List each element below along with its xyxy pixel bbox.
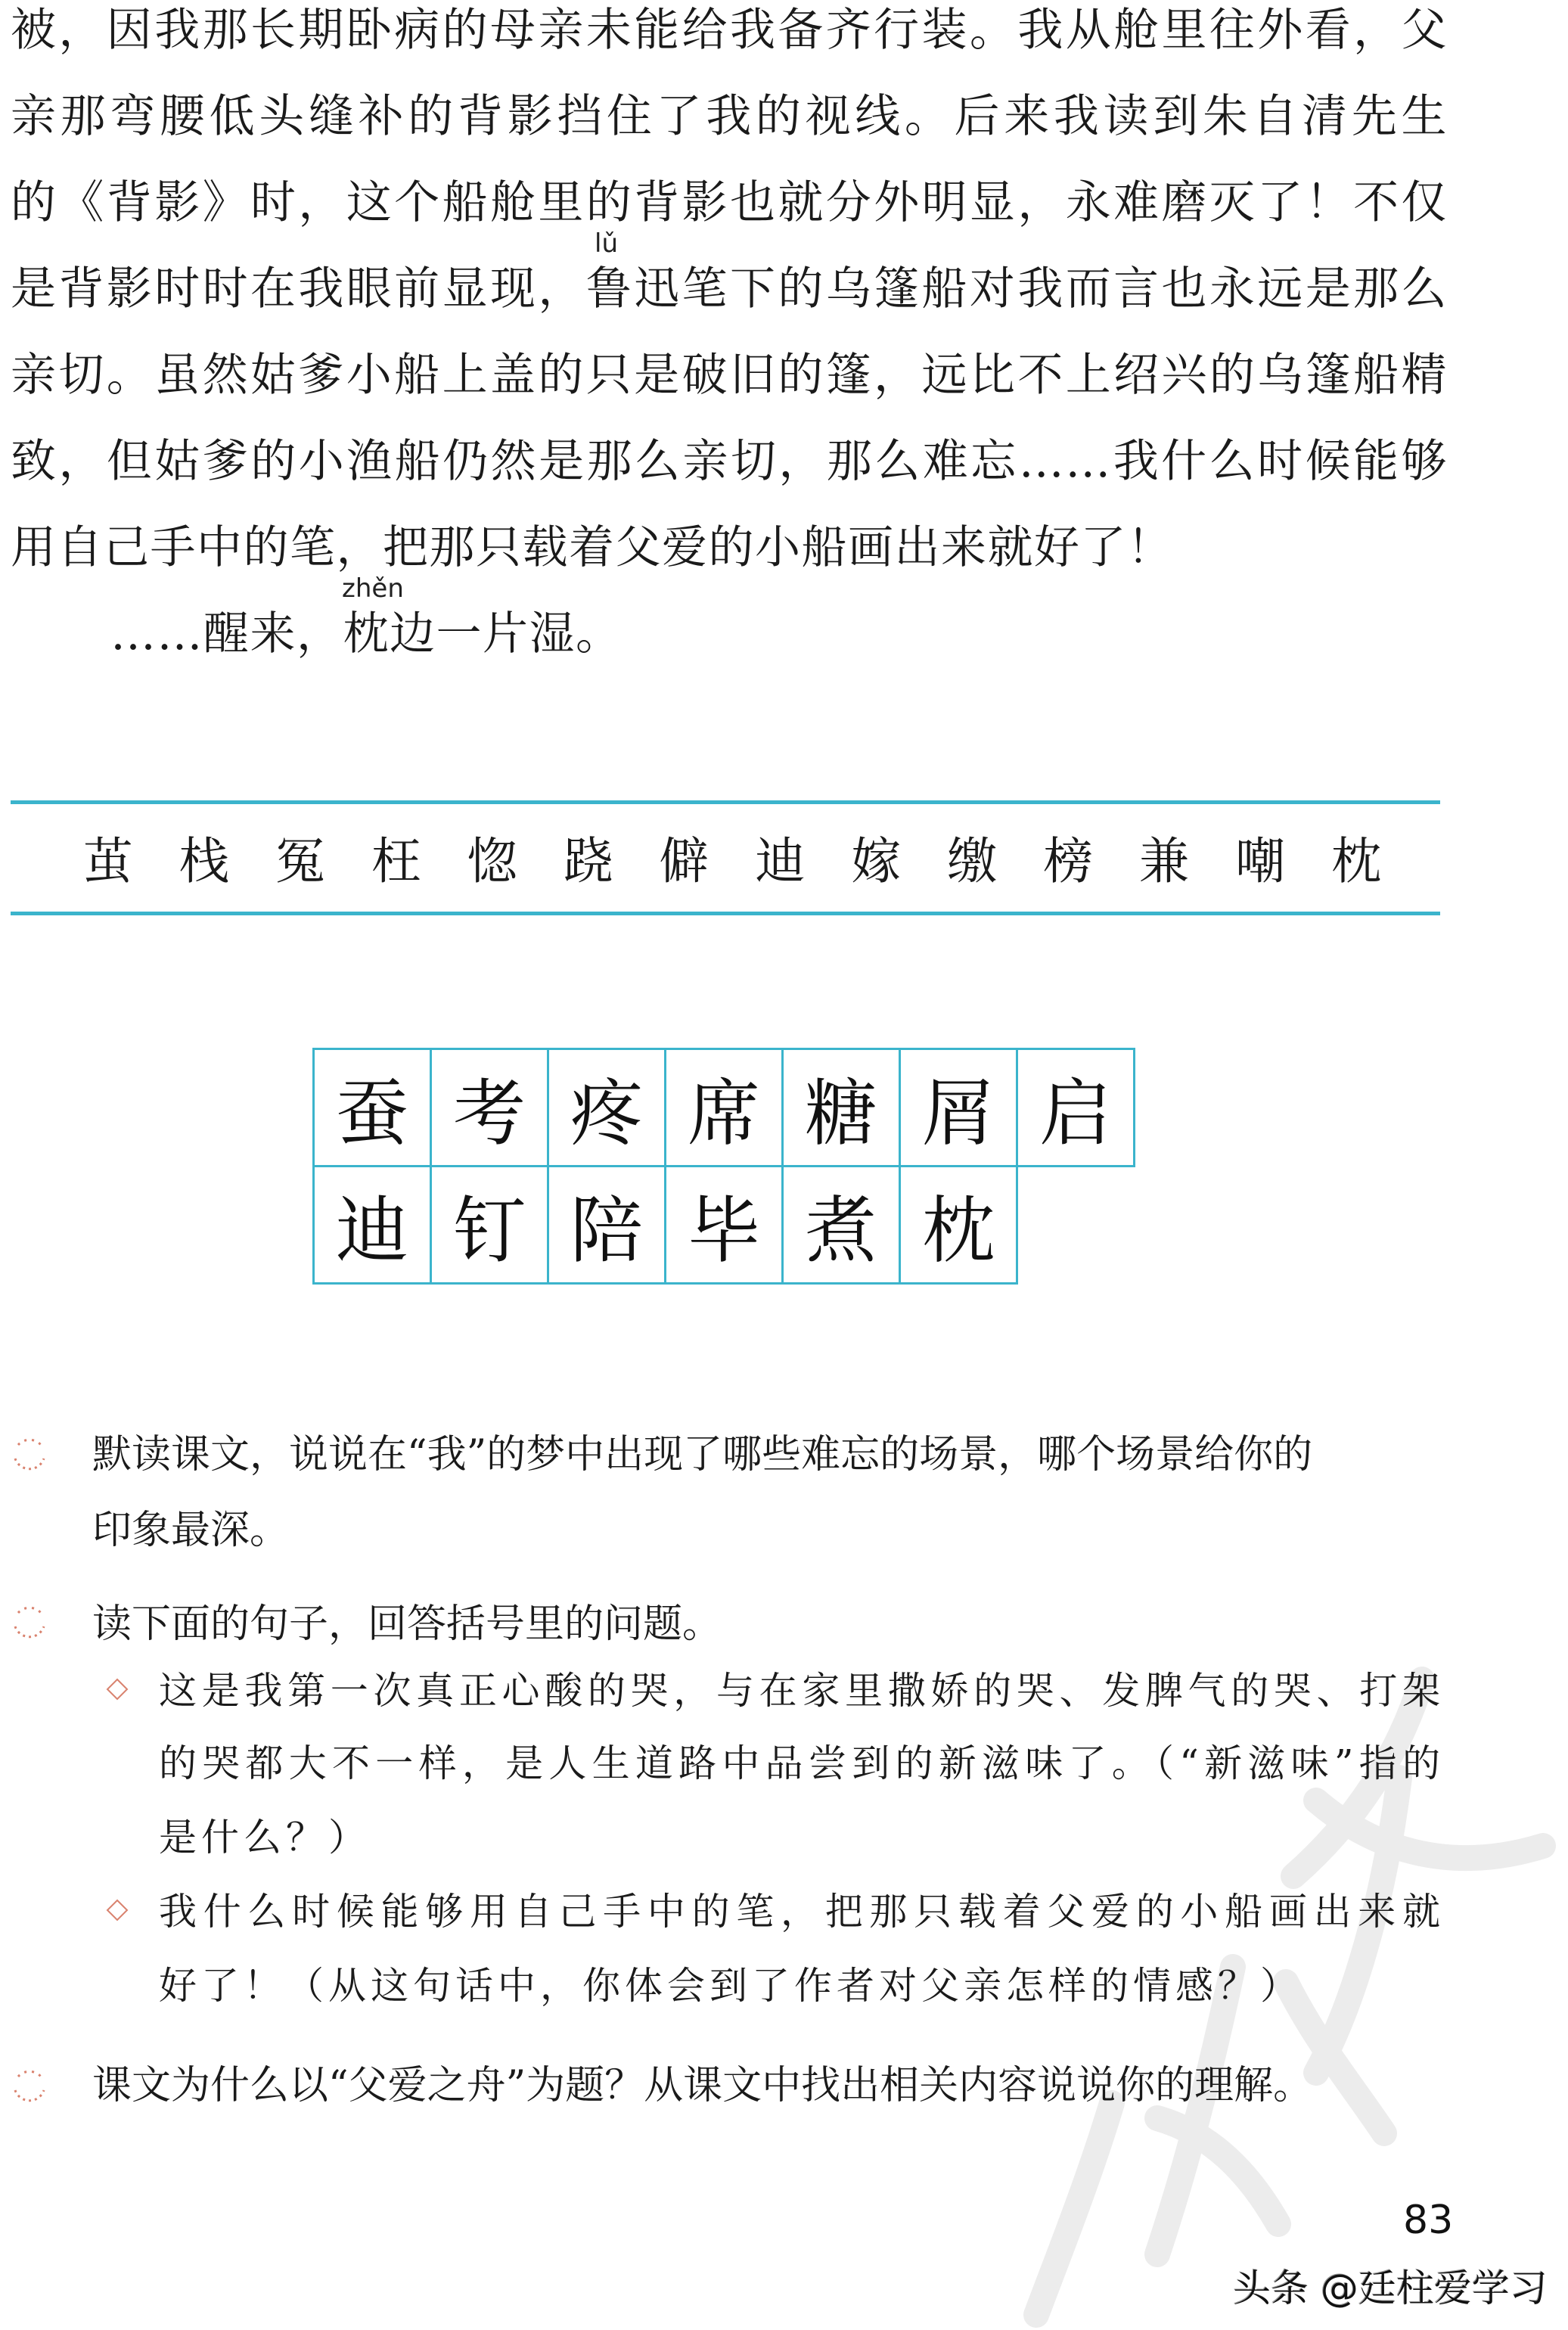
question-1-line: 印象最深。 [92,1508,290,1553]
strip-bottom-rule [11,912,1440,915]
passage-line: 亲那弯腰低头缝补的背影挡住了我的视线。后来我读到朱自清先生 [11,90,1448,143]
page-number: 83 [1403,2198,1454,2243]
pinyin-annotation: zhěn [342,573,404,604]
grid-cell: 糖 [781,1048,901,1167]
strip-top-rule [11,800,1440,804]
question-2-line: 读下面的句子，回答括号里的问题。 [92,1601,722,1647]
sub-question-line: 这是我第一次真正心酸的哭，与在家里撒娇的哭、发脾气的哭、打架 [159,1669,1445,1713]
passage-line: ……醒来，枕边一片湿。 [110,607,623,660]
grid-cell: 席 [664,1048,784,1167]
sub-question-line: 我什么时候能够用自己手中的笔，把那只载着父爱的小船画出来就 [159,1890,1445,1934]
dashed-circle-icon [11,2069,48,2107]
recognize-char: 跷 [563,832,613,890]
sub-question-line: 好了！（从这句话中，你体会到了作者对父亲怎样的情感？） [159,1964,1303,2008]
grid-cell: 启 [1016,1048,1135,1167]
grid-row-1 [315,1050,1135,1167]
grid-cell: 疼 [547,1048,666,1167]
recognize-char: 栈 [179,832,229,890]
grid-cell: 蚕 [312,1048,432,1167]
source-credit: 头条 @廷柱爱学习 [1233,2266,1548,2310]
grid-cell: 煮 [781,1165,901,1285]
recognize-char: 兼 [1139,832,1190,890]
question-3-line: 课文为什么以“父爱之舟”为题？从课文中找出相关内容说说你的理解。 [92,2063,1313,2108]
recognize-char: 迪 [755,832,806,890]
grid-cell: 考 [430,1048,549,1167]
grid-cell: 枕 [899,1165,1018,1285]
recognize-char: 枉 [371,832,421,890]
recognize-char: 嫁 [851,832,902,890]
recognize-chars-strip [82,821,1383,893]
passage-line: 用自己手中的笔，把那只载着父爱的小船画出来就好了！ [11,521,1174,574]
passage-line: 致，但姑爹的小渔船仍然是那么亲切，那么难忘……我什么时候能够 [11,435,1448,488]
sub-question-line: 的哭都大不一样，是人生道路中品尝到的新滋味了。（“新滋味”指的 [159,1741,1445,1785]
passage-line: 被，因我那长期卧病的母亲未能给我备齐行装。我从舱里往外看，父 [11,4,1448,57]
recognize-char: 缴 [947,832,998,890]
recognize-char: 枕 [1330,832,1381,890]
passage-line: 的《背影》时，这个船舱里的背影也就分外明显，永难磨灭了！不仅 [11,176,1448,229]
grid-row-2 [315,1167,1135,1285]
grid-cell: 陪 [547,1165,666,1285]
recognize-char: 嘲 [1235,832,1286,890]
grid-cell: 钉 [430,1165,549,1285]
grid-cell: 屑 [899,1048,1018,1167]
dashed-circle-icon [11,1437,48,1475]
grid-cell: 毕 [664,1165,784,1285]
write-chars-grid [315,1050,1135,1285]
passage-line: 亲切。虽然姑爹小船上盖的只是破旧的篷，远比不上绍兴的乌篷船精 [11,349,1448,402]
question-1-line: 默读课文，说说在“我”的梦中出现了哪些难忘的场景，哪个场景给你的 [92,1432,1313,1477]
recognize-char: 茧 [83,832,133,890]
recognize-char: 惚 [467,832,517,890]
recognize-char: 榜 [1043,832,1094,890]
recognize-char: 僻 [659,832,709,890]
grid-cell: 迪 [312,1165,432,1285]
pinyin-annotation: lǔ [595,228,618,259]
recognize-char: 冤 [275,832,325,890]
sub-question-line: 是什么？） [159,1816,371,1859]
diamond-icon [106,1678,129,1701]
passage-line: 是背影时时在我眼前显现，鲁迅笔下的乌篷船对我而言也永远是那么 [11,263,1448,315]
dashed-circle-icon [11,1605,48,1643]
diamond-icon [106,1899,129,1921]
